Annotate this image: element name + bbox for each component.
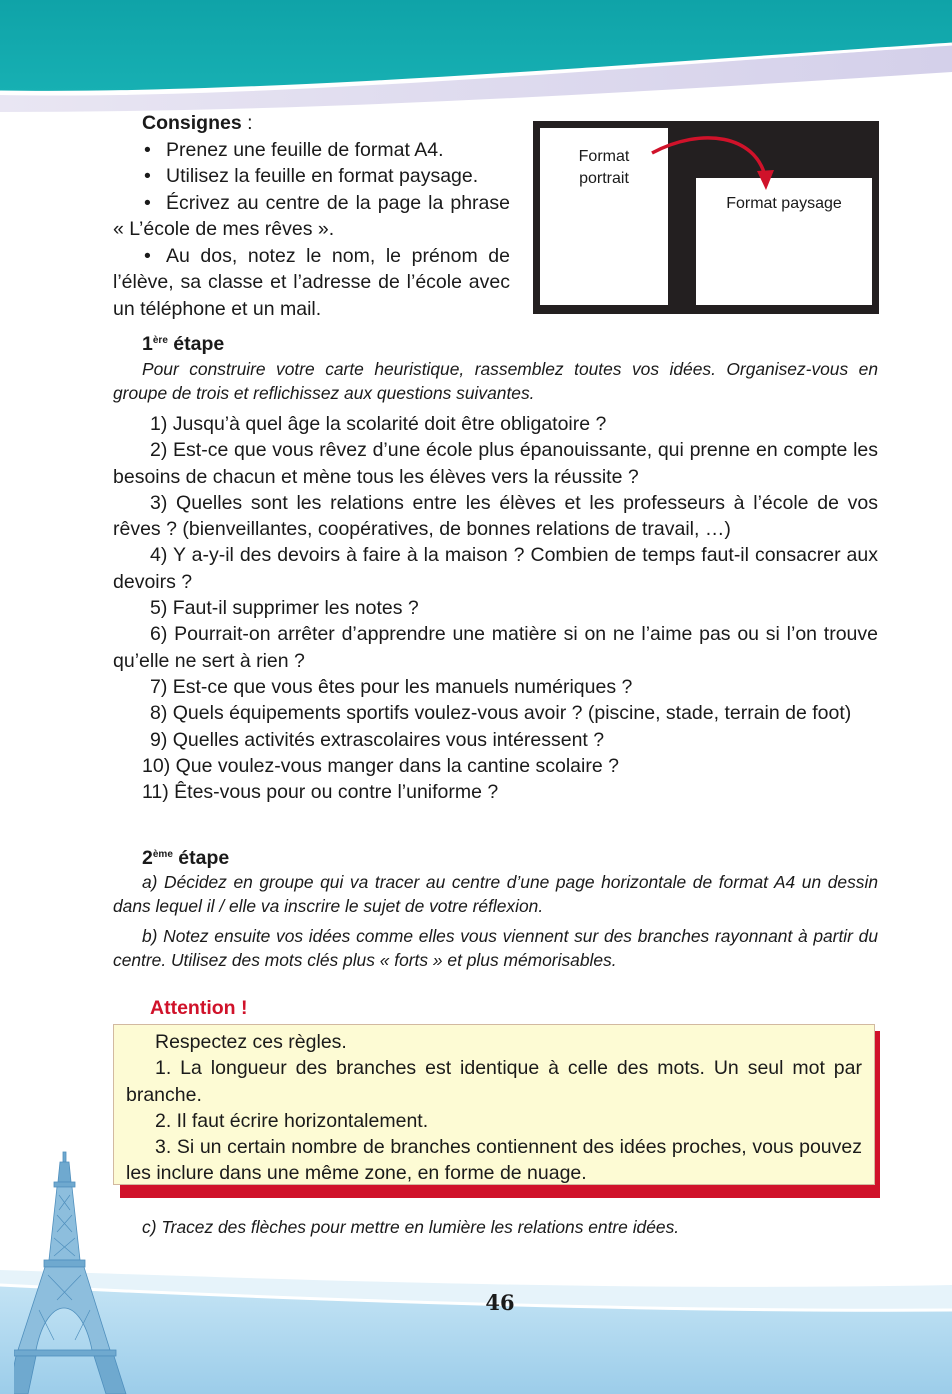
etape1-number: 1 [142,333,153,355]
question-item: 6) Pourrait-on arrêter d’apprendre une matière si on ne l’aime pas ou si l’on trouve qu’elle ne sert à rien ? [113,623,878,672]
attention-box [113,1024,875,1185]
eiffel-tower-icon [14,1150,164,1394]
question-item: 9) Quelles activités extrascolaires vous intéressent ? [150,728,605,751]
attention-rule: 2. Il faut écrire horizontalement. [155,1109,429,1132]
etape2-heading [142,847,229,870]
etape1-ordinal: ère [152,335,168,346]
format-figure [533,121,879,314]
attention-rule: 3. Si un certain nombre de branches contiennent des idées proches, vous pouvez les inclure dans une même zone, en forme de nuage. [126,1136,862,1185]
etape2-instruction-a: a) Décidez en groupe qui va tracer au centre d’une page horizontale de format A4 un dessin dans lequel il / elle va inscrire le sujet de votre réflexion. [113,872,878,916]
attention-title: Attention ! [150,997,248,1019]
consignes-item: • Utilisez la feuille en format paysage. [113,163,510,190]
header-banner [0,0,952,115]
question-item: 7) Est-ce que vous êtes pour les manuels numériques ? [150,675,633,698]
question-item: 3) Quelles sont les relations entre les élèves et les professeurs à l’école de vos rêves ? (bienveillantes, coopératives, de bonnes relations de travail, …) [113,491,878,541]
question-item: 10) Que voulez-vous manger dans la cantine scolaire ? [142,754,619,777]
etape2-word: étape [178,847,230,869]
question-item: 1) Jusqu’à quel âge la scolarité doit être obligatoire ? [150,413,607,435]
attention-rule: 1. La longueur des branches est identique à celle des mots. Un seul mot par branche. [126,1057,862,1106]
etape2-number: 2 [142,847,153,869]
landscape-label: Format paysage [726,195,842,212]
consignes-block [113,110,510,322]
consignes-item: • Au dos, notez le nom, le prénom de l’élève, sa classe et l’adresse de l’école avec un téléphone et un mail. [113,243,510,323]
question-item: 8) Quels équipements sportifs voulez-vous avoir ? (piscine, stade, terrain de foot) [150,702,852,725]
portrait-label-line: Format [578,148,630,165]
question-item: 5) Faut-il supprimer les notes ? [150,597,419,620]
question-item: 11) Êtes-vous pour ou contre l’uniforme ? [142,781,499,804]
etape1-heading [142,333,224,356]
question-item: 2) Est-ce que vous rêvez d’une école plus épanouissante, qui prenne en compte les besoins de chacun et mène tous les élèves vers la réussite ? [113,439,878,488]
consignes-item: • Prenez une feuille de format A4. [113,137,510,164]
rotate-arrow-icon [533,121,879,314]
question-item: 4) Y a-y-il des devoirs à faire à la maison ? Combien de temps faut-il consacrer aux devoirs ? [113,544,878,593]
consignes-title: Consignes [142,112,242,134]
etape1-word: étape [173,333,225,355]
etape2-ordinal: ème [152,849,173,860]
questions-list [113,411,878,805]
portrait-label-line: portrait [579,170,629,187]
etape2-instruction-c: c) Tracez des flèches pour mettre en lumière les relations entre idées. [142,1217,680,1237]
attention-rule: Respectez ces règles. [155,1031,347,1053]
page-number: 46 [485,1290,515,1315]
etape1-intro: Pour construire votre carte heuristique, rassemblez toutes vos idées. Organisez-vous en groupe de trois et reflichissez aux questions suivantes. [113,359,878,403]
consignes-heading [113,110,510,137]
consignes-item: • Écrivez au centre de la page la phrase « L’école de mes rêves ». [113,190,510,243]
consignes-colon: : [241,112,253,134]
etape2-instruction-b: b) Notez ensuite vos idées comme elles vous viennent sur des branches rayonnant à partir du centre. Utilisez des mots clés plus « forts » et plus mémorisables. [113,926,878,970]
